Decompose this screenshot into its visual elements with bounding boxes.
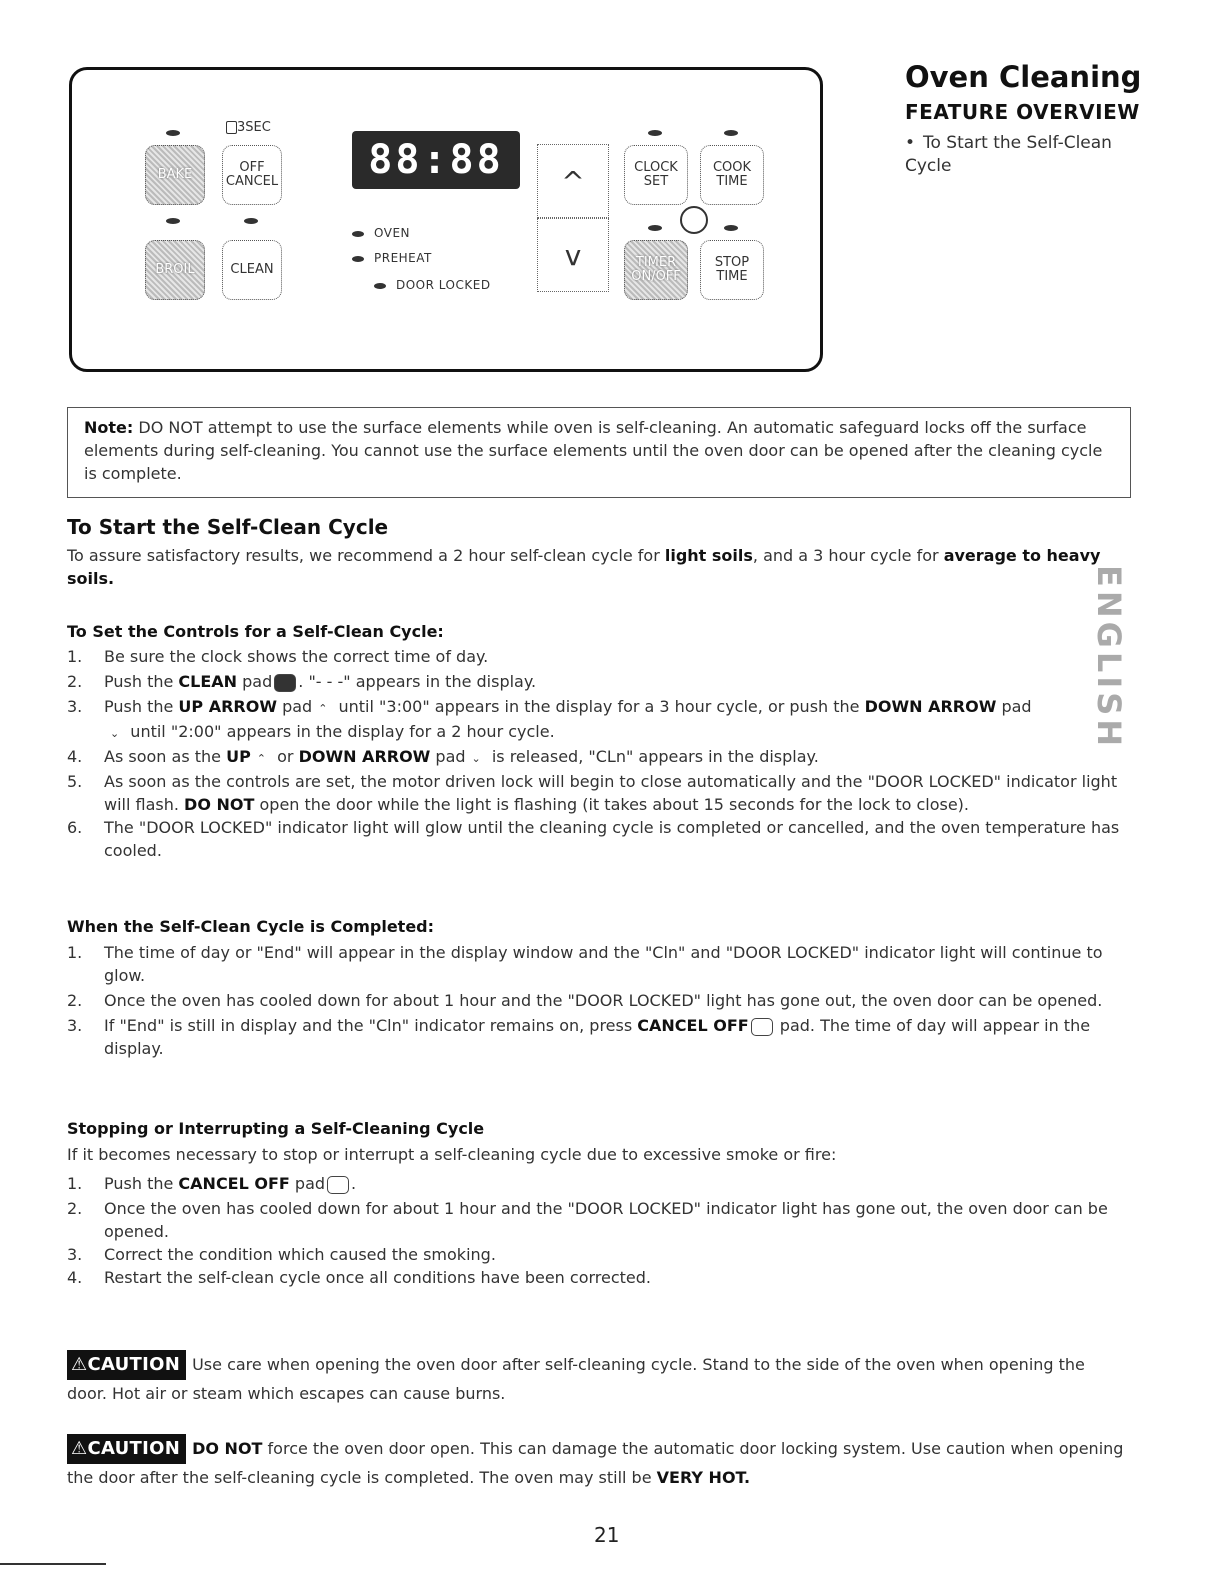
overview-item: • To Start the Self-Clean Cycle [905, 133, 1112, 176]
note-text: DO NOT attempt to use the surface elements while oven is self-cleaning. An automatic safeguard locks off the surface elements during self-cleaning. You cannot use the surface elements until the oven door can be opened after the cleaning cycle is complete. [84, 418, 1103, 483]
completed-steps [67, 941, 1127, 1060]
up-arrow-icon: ⌃ [256, 752, 267, 765]
down-arrow-icon: v [564, 238, 582, 272]
list-item: 1. The time of day or "End" will appear in the display window and the "Cln" and "DOOR LOCKED" indicator light will continue to glow. [67, 943, 1103, 985]
list-item: 1. Push the CANCEL OFF pad . [67, 1174, 357, 1193]
lock-icon [226, 121, 237, 134]
cancel-off-pad-icon [751, 1018, 773, 1036]
note-box [67, 407, 1131, 498]
indicator-oven: OVEN [352, 226, 410, 240]
clock-led [648, 130, 662, 136]
stopping-heading: Stopping or Interrupting a Self-Cleaning Cycle [67, 1119, 485, 1138]
note-label: Note: [84, 418, 134, 437]
list-item: 5. As soon as the controls are set, the motor driven lock will begin to close automatically and the "DOOR LOCKED" indicator light will flash. DO NOT open the door while the light is flashing (it takes about 15 seconds for the lock to close). [67, 772, 1118, 814]
lock-3sec-label: 3SEC [226, 120, 271, 135]
down-arrow-icon: ⌄ [110, 727, 120, 740]
list-item: 1. Be sure the clock shows the correct time of day. [67, 647, 489, 666]
list-item: 2. Once the oven has cooled down for about 1 hour and the "DOOR LOCKED" light has gone out, the oven door can be opened. [67, 991, 1103, 1010]
bake-pad: BAKE [145, 145, 205, 205]
clean-pad-icon [274, 674, 296, 692]
language-side-tab: ENGLISH [1090, 565, 1128, 751]
footer-rule [0, 1563, 106, 1565]
down-arrow-pad [537, 218, 609, 292]
timer-on-off-pad: TIMER ON/OFF [624, 240, 688, 300]
bake-led [166, 130, 180, 136]
list-item: 2. Push the CLEAN pad . "- - -" appears in the display. [67, 672, 537, 691]
clock-set-pad: CLOCK SET [624, 145, 688, 205]
caution-badge: ⚠CAUTION [67, 1350, 186, 1380]
set-controls-steps [67, 645, 1127, 862]
clean-pad: CLEAN [222, 240, 282, 300]
stop-time-pad: STOP TIME [700, 240, 764, 300]
start-section-heading: To Start the Self-Clean Cycle [67, 515, 389, 539]
page-number: 21 [594, 1523, 620, 1547]
list-item: 2. Once the oven has cooled down for about 1 hour and the "DOOR LOCKED" indicator light has gone out, the oven door can be opened. [67, 1199, 1108, 1241]
clock-icon [680, 206, 708, 234]
list-item: 3. Push the UP ARROW pad ⌃ until "3:00" appears in the display for a 3 hour cycle, or push the DOWN ARROW pad ⌄ until "2:00" appears in the display for a 2 hour cycle. [67, 695, 1127, 745]
start-section-intro: To assure satisfactory results, we recommend a 2 hour self-clean cycle for light soils, and a 3 hour cycle for average to heavy soils. [67, 546, 1101, 588]
list-item: 4. As soon as the UP ⌃ or DOWN ARROW pad ⌄ is released, "CLn" appears in the display. [67, 745, 1127, 770]
list-item: 3. Correct the condition which caused the smoking. [67, 1245, 496, 1264]
clean-led [244, 218, 258, 224]
list-item: 6. The "DOOR LOCKED" indicator light will glow until the cleaning cycle is completed or cancelled, and the oven temperature has cooled. [67, 818, 1120, 860]
completed-heading: When the Self-Clean Cycle is Completed: [67, 917, 435, 936]
indicator-preheat: PREHEAT [352, 251, 432, 265]
off-cancel-pad: OFF CANCEL [222, 145, 282, 205]
digital-display: 88:88 [352, 131, 520, 189]
warning-icon: ⚠ [71, 1354, 88, 1375]
cook-time-pad: COOK TIME [700, 145, 764, 205]
warning-icon: ⚠ [71, 1438, 88, 1459]
indicator-door-locked: DOOR LOCKED [374, 278, 491, 292]
list-item: 3. If "End" is still in display and the "Cln" indicator remains on, press CANCEL OFF pad. The time of day will appear in the display. [67, 1016, 1091, 1058]
stopping-steps [67, 1172, 1127, 1289]
caution-2: ⚠CAUTION DO NOT force the oven door open. This can damage the automatic door locking system. Use caution when opening the door after the self-cleaning cycle is completed. The oven may still be VERY HOT. [67, 1434, 1127, 1492]
up-arrow-pad [537, 144, 609, 218]
cook-time-led [724, 130, 738, 136]
caution-1: ⚠CAUTION Use care when opening the oven door after self-cleaning cycle. Stand to the side of the oven when opening the door. Hot air or steam which escapes can cause burns. [67, 1350, 1127, 1408]
up-arrow-icon: ^ [561, 164, 585, 198]
page-title: Oven Cleaning [905, 60, 1142, 94]
down-arrow-icon: ⌄ [471, 752, 481, 765]
broil-led [166, 218, 180, 224]
set-controls-heading: To Set the Controls for a Self-Clean Cycle: [67, 622, 444, 641]
timer-led [648, 225, 662, 231]
broil-pad: BROIL [145, 240, 205, 300]
up-arrow-icon: ⌃ [318, 702, 328, 715]
control-panel-illustration [69, 67, 823, 372]
feature-overview-heading: FEATURE OVERVIEW [905, 100, 1140, 124]
cancel-off-pad-icon [327, 1176, 349, 1194]
caution-badge: ⚠CAUTION [67, 1434, 186, 1464]
stop-time-led [724, 225, 738, 231]
list-item: 4. Restart the self-clean cycle once all conditions have been corrected. [67, 1268, 652, 1287]
stopping-intro: If it becomes necessary to stop or interrupt a self-cleaning cycle due to excessive smoke or fire: [67, 1145, 837, 1164]
